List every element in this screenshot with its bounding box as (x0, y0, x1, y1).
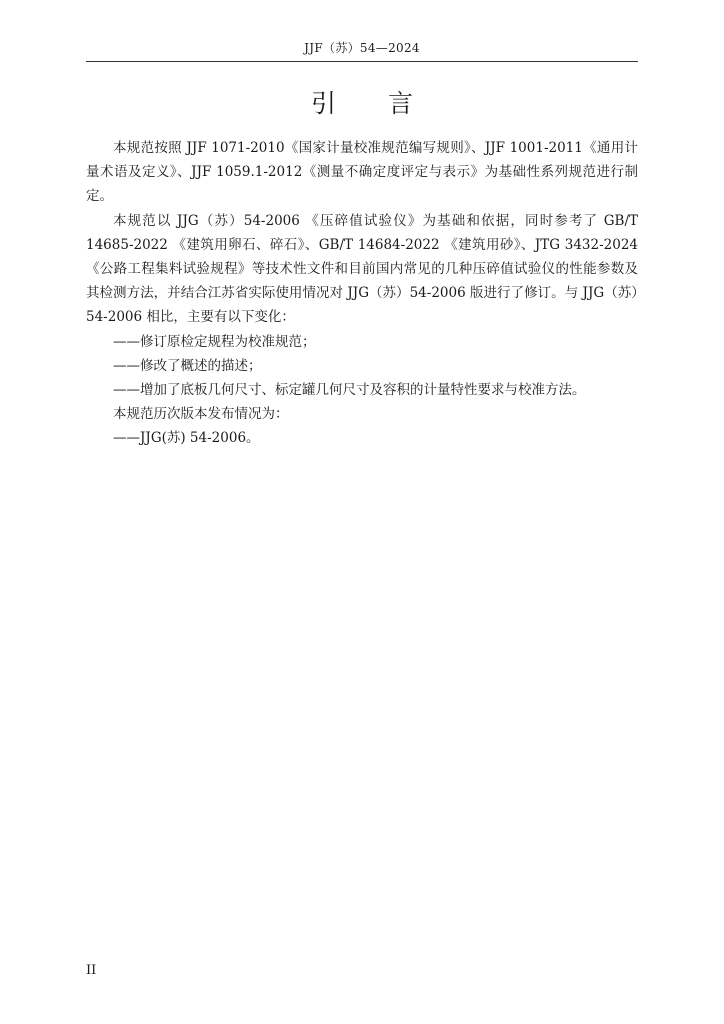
page-title: 引言 (310, 89, 465, 118)
paragraph-revision: 本规范以 JJG（苏）54-2006 《压碎值试验仪》为基础和依据，同时参考了 GB/T 14685-2022 《建筑用卵石、碎石》、GB/T 14684-2022 《建筑用砂》、JTG 3432-2024 《公路工程集料试验规程》等技术性文件和目前国内常见的几种压碎值试验仪的性能参数及其检测方法，并结合江苏省实际使用情况对 JJG（苏）54-2006 版进行了修订。与 JJG（苏）54-2006 相比，主要有以下变化： (86, 212, 638, 326)
history-item: ——JJG(苏) 54-2006。 (113, 430, 260, 447)
header-divider (86, 61, 638, 62)
running-header: JJF（苏）54—2024 (304, 41, 420, 55)
change-item: ——修订原检定规程为校准规范； (113, 333, 316, 350)
paragraph-basis: 本规范按照 JJF 1071-2010《国家计量校准规范编写规则》、JJF 1001-2011《通用计量术语及定义》、JJF 1059.1-2012《测量不确定度评定与表示》为基础性系列规范进行制定。 (86, 140, 638, 205)
change-item: ——修改了概述的描述； (113, 357, 262, 374)
document-body (86, 136, 638, 451)
history-intro: 本规范历次版本发布情况为： (113, 406, 289, 423)
page-number: II (86, 963, 97, 978)
change-item: ——增加了底板几何尺寸、标定罐几何尺寸及容积的计量特性要求与校准方法。 (113, 382, 586, 399)
